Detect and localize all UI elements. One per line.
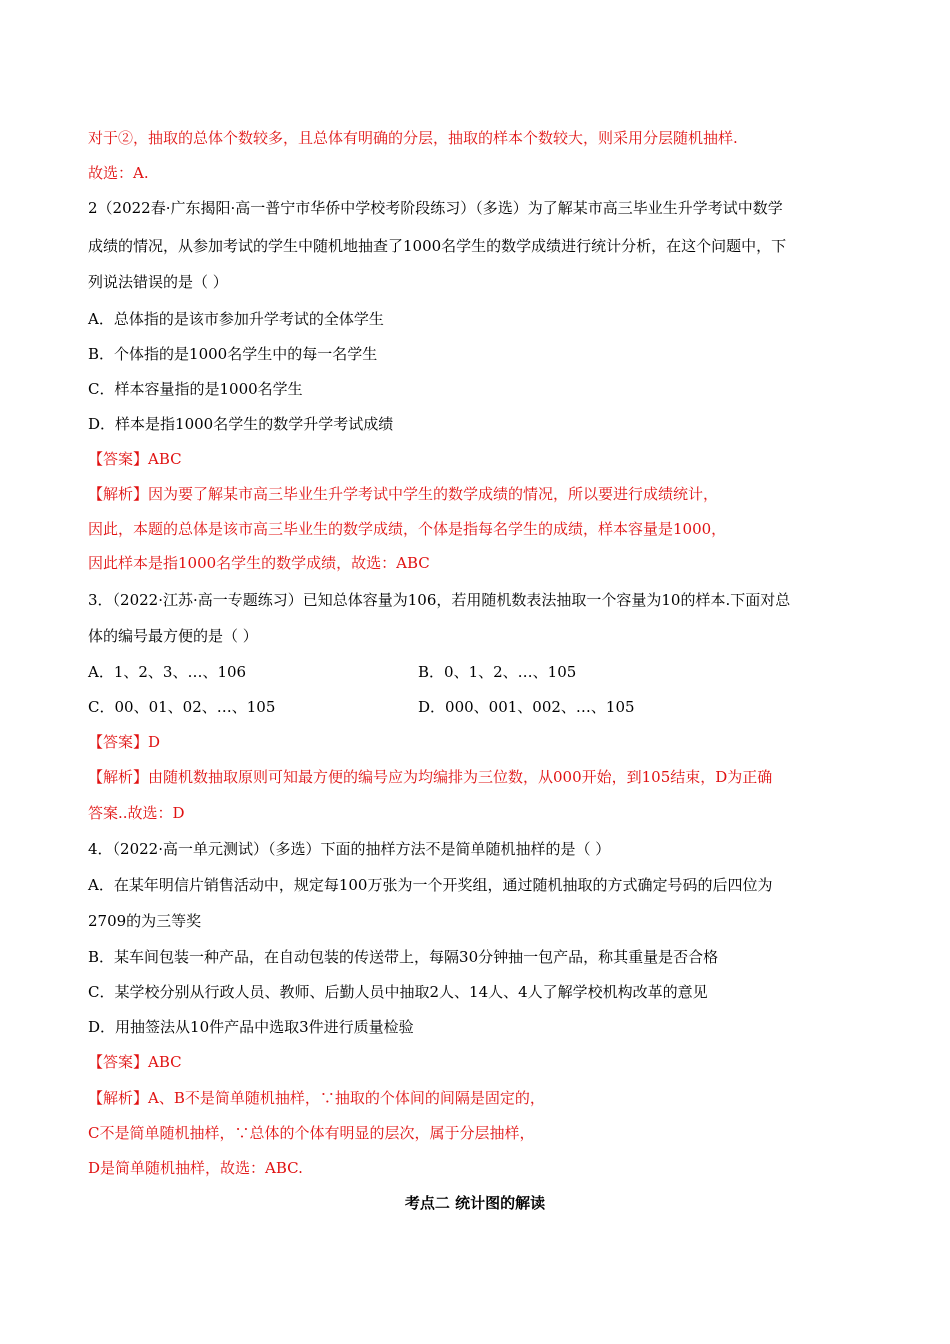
question-4-analysis-line-3: D是简单随机抽样，故选：ABC.: [88, 1159, 303, 1177]
question-2-option-b: B．个体指的是1000名学生中的每一名学生: [88, 345, 378, 363]
question-4-stem: 4．（2022·高一单元测试）（多选）下面的抽样方法不是简单随机抽样的是（ ）: [88, 840, 611, 858]
question-4-option-a-line-2: 2709的为三等奖: [88, 912, 202, 930]
question-4-analysis-line-1: 【解析】A、B不是简单随机抽样，∵抽取的个体间的间隔是固定的，: [88, 1089, 545, 1107]
question-3-option-b: B．0、1、2、…、105: [418, 663, 577, 681]
prev-answer-line: 故选：A.: [88, 164, 149, 182]
question-2-option-d: D．样本是指1000名学生的数学升学考试成绩: [88, 415, 394, 433]
question-4-analysis-line-2: C不是简单随机抽样，∵总体的个体有明显的层次，属于分层抽样，: [88, 1124, 535, 1142]
question-2-option-a: A．总体指的是该市参加升学考试的全体学生: [88, 310, 384, 328]
question-3-option-a: A．1、2、3、…、106: [88, 663, 247, 681]
question-4-option-c: C．某学校分别从行政人员、教师、后勤人员中抽取2人、14人、4人了解学校机构改革的意见: [88, 983, 708, 1001]
question-3-option-d: D．000、001、002、…、105: [418, 698, 635, 716]
question-2-analysis-line-2: 因此，本题的总体是该市高三毕业生的数学成绩，个体是指每名学生的成绩，样本容量是1000，: [88, 520, 727, 538]
question-3-option-c: C．00、01、02、…、105: [88, 698, 276, 716]
section-heading: 考点二 统计图的解读: [404, 1194, 546, 1212]
question-4-option-d: D．用抽签法从10件产品中选取3件进行质量检验: [88, 1018, 414, 1036]
question-2-option-c: C．样本容量指的是1000名学生: [88, 380, 303, 398]
question-2-stem-line-2: 成绩的情况，从参加考试的学生中随机地抽查了1000名学生的数学成绩进行统计分析，在这个问题中，下: [88, 237, 787, 255]
question-4-option-b: B．某车间包装一种产品，在自动包装的传送带上，每隔30分钟抽一包产品，称其重量是否合格: [88, 948, 719, 966]
question-3-stem-line-1: 3．（2022·江苏·高一专题练习）已知总体容量为106，若用随机数表法抽取一个容量为10的样本.下面对总: [88, 591, 791, 609]
prev-analysis-line: 对于②，抽取的总体个数较多，且总体有明确的分层，抽取的样本个数较大，则采用分层随机抽样.: [88, 129, 738, 147]
question-3-stem-line-2: 体的编号最方便的是（ ）: [88, 627, 258, 645]
question-3-answer: 【答案】D: [88, 733, 161, 751]
question-2-answer: 【答案】ABC: [88, 450, 182, 468]
question-4-answer: 【答案】ABC: [88, 1053, 182, 1071]
question-2-analysis-line-1: 【解析】因为要了解某市高三毕业生升学考试中学生的数学成绩的情况，所以要进行成绩统计，: [88, 485, 719, 503]
question-2-stem-line-1: 2（2022春·广东揭阳·高一普宁市华侨中学校考阶段练习）（多选）为了解某市高三毕业生升学考试中数学: [88, 199, 783, 217]
question-2-analysis-line-3: 因此样本是指1000名学生的数学成绩，故选：ABC: [88, 554, 430, 572]
question-2-stem-line-3: 列说法错误的是（ ）: [88, 273, 228, 291]
question-4-option-a-line-1: A．在某年明信片销售活动中，规定每100万张为一个开奖组，通过随机抽取的方式确定号码的后四位为: [88, 876, 773, 894]
question-3-analysis-line-2: 答案..故选：D: [88, 804, 185, 822]
question-3-analysis-line-1: 【解析】由随机数抽取原则可知最方便的编号应为均编排为三位数，从000开始，到105结束，D为正确: [88, 768, 773, 786]
